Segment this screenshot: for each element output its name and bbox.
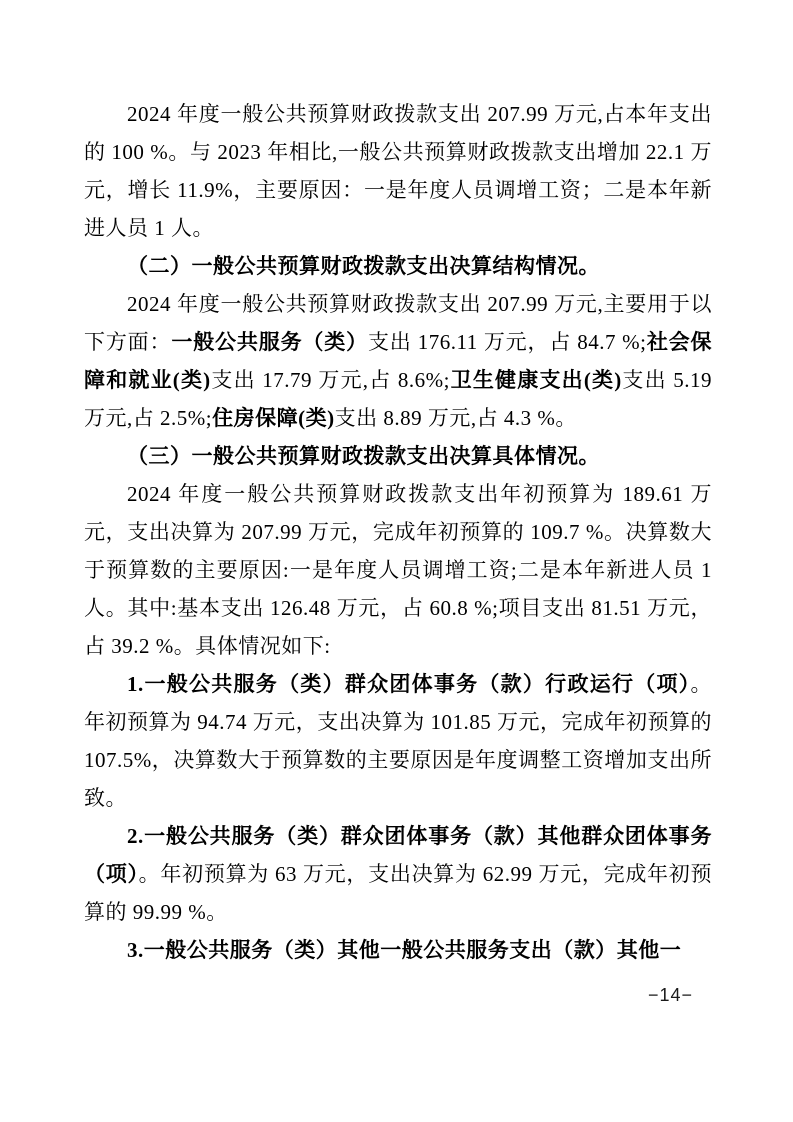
text-run: （三）一般公共预算财政拨款支出决算具体情况。 xyxy=(127,444,600,468)
text-run: 支出 8.89 万元,占 4.3 %。 xyxy=(334,406,577,430)
text-run: （二）一般公共预算财政拨款支出决算结构情况。 xyxy=(127,254,600,278)
text-run: 3.一般公共服务（类）其他一般公共服务支出（款）其他一 xyxy=(127,938,682,962)
text-run: 卫生健康支出(类) xyxy=(449,368,622,392)
text-run: 支出 17.79 万元,占 8.6%; xyxy=(210,368,450,392)
text-run: 。年初预算为 63 万元，支出决算为 62.99 万元，完成年初预算的 99.99 %。 xyxy=(84,862,713,924)
para-detail-overview xyxy=(84,475,712,665)
text-run: 住房保障(类) xyxy=(212,406,335,430)
heading-section-3 xyxy=(84,437,712,475)
text-run: 2024 年度一般公共预算财政拨款支出 207.99 万元,占本年支出的 100 %。与 2023 年相比,一般公共预算财政拨款支出增加 22.1 万元，增长 11.9%，主要原因：一是年度人员调增工资；二是本年新进人员 1 人。 xyxy=(84,102,712,240)
heading-section-2 xyxy=(84,247,712,285)
document-body xyxy=(84,95,712,969)
para-item-2 xyxy=(84,817,712,931)
para-item-1 xyxy=(84,665,712,817)
text-run: 社会保障和就业(类) xyxy=(84,330,712,392)
text-run: 2024 年度一般公共预算财政拨款支出 207.99 万元,主要用于以下方面： xyxy=(84,292,712,354)
para-expenditure-structure xyxy=(84,285,712,437)
text-run: 1.一般公共服务（类）群众团体事务（款）行政运行（项） xyxy=(127,672,691,696)
para-item-3 xyxy=(84,931,712,969)
text-run: 2.一般公共服务（类）群众团体事务（款）其他群众团体事务（项） xyxy=(84,824,712,886)
text-run: 2024 年度一般公共预算财政拨款支出年初预算为 189.61 万元，支出决算为 207.99 万元，完成年初预算的 109.7 %。决算数大于预算数的主要原因:一是年度人员调增工资;二是本年新进人员 1 人。其中:基本支出 126.48 万元，占 60.8 %;项目支出 81.51 万元，占 39.2 %。具体情况如下: xyxy=(84,482,712,658)
text-run: 一般公共服务（类） xyxy=(171,330,368,354)
text-run: 支出 176.11 万元，占 84.7 %; xyxy=(367,330,647,354)
page-number: −14− xyxy=(647,985,693,1005)
para-expenditure-overview xyxy=(84,95,712,247)
text-run: 支出 5.19 万元,占 2.5%; xyxy=(84,368,713,430)
text-run: 。年初预算为 94.74 万元，支出决算为 101.85 万元，完成年初预算的 107.5%，决算数大于预算数的主要原因是年度调整工资增加支出所致。 xyxy=(84,672,712,810)
